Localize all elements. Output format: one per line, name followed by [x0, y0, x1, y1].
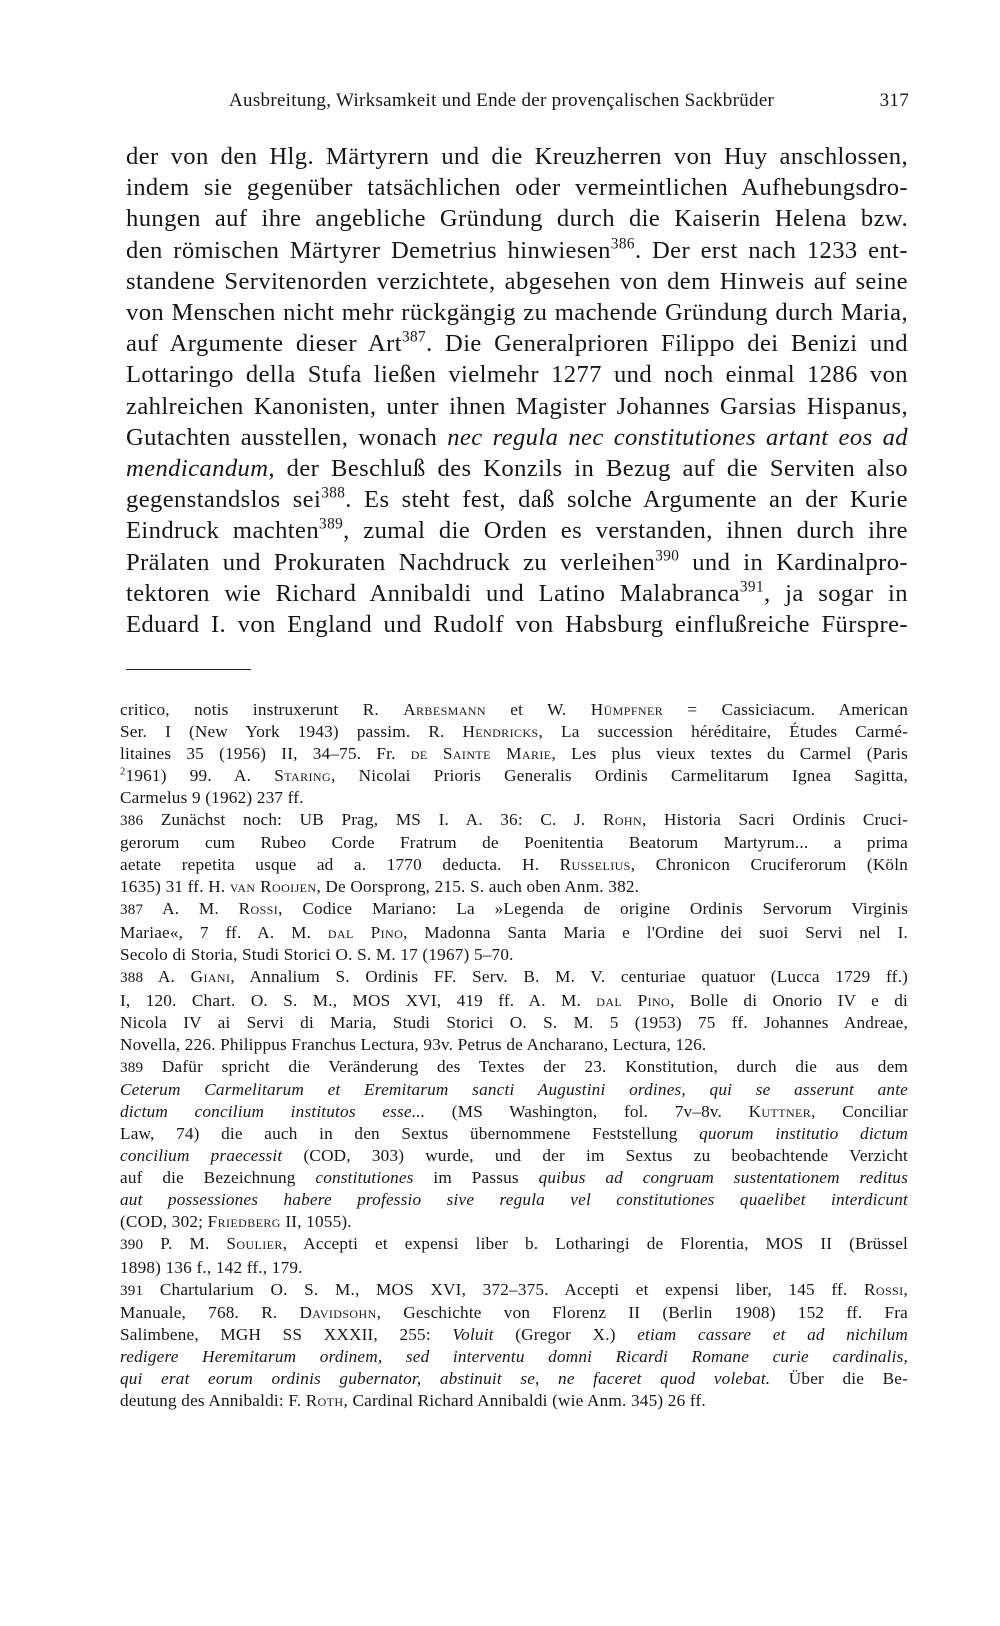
text-line: hungen auf ihre angebliche Gründung durch die Kaiserin Helena bzw. — [126, 205, 908, 233]
footnote-ref: 388 — [321, 484, 346, 502]
text-line: mendicandum, der Beschluß des Konzils in Bezug auf die Serviten also — [126, 455, 908, 483]
footnote-number: 386 — [120, 812, 144, 829]
footnote-number: 387 — [120, 902, 144, 919]
footnote-line: Mariae«, 7 ff. A. M. dal Pino, Madonna Santa Maria e l'Ordine dei suoi Servi nel I. — [120, 923, 909, 943]
footnote-line: auf die Bezeichnung constitutiones im Passus quibus ad congruam sustentationem reditus — [120, 1168, 908, 1188]
footnote-line: Law, 74) die auch in den Sextus übernommene Feststellung quorum institutio dictum — [120, 1124, 908, 1144]
footnote-386 — [120, 809, 908, 899]
footnote-ref: 389 — [319, 515, 344, 533]
footnote-line: deutung des Annibaldi: F. Roth, Cardinal Richard Annibaldi (wie Anm. 345) 26 ff. — [120, 1391, 706, 1411]
footnote-391 — [120, 1279, 908, 1412]
running-head-title: Ausbreitung, Wirksamkeit und Ende der provençalischen Sackbrüder — [229, 90, 775, 111]
footnotes — [120, 699, 908, 1412]
footnote-line: gerorum cum Rubeo Corde Fratrum de Poenitentia Beatorum Martyrum... a prima — [120, 833, 908, 853]
text-line: Gutachten ausstellen, wonach nec regula nec constitutiones artant eos ad — [126, 423, 908, 451]
footnote-line: Ser. I (New York 1943) passim. R. Hendricks, La succession héréditaire, Études Carmé- — [120, 721, 909, 741]
footnote-line: 388 A. Giani, Annalium S. Ordinis FF. Serv. B. M. V. centuriae quatuor (Lucca 1729 ff.) — [120, 966, 909, 986]
text-line: auf Argumente dieser Art$^{387}$. Die Generalprioren Filippo dei Benizi und — [126, 328, 908, 358]
footnote-387 — [120, 898, 908, 966]
footnote-line: dictum concilium institutos esse... (MS Washington, fol. 7v–8v. Kuttner, Conciliar — [120, 1102, 908, 1122]
footnote-line: critico, notis instruxerunt R. Arbesmann et W. Hümpfner = Cassiciacum. American — [120, 700, 908, 719]
footnote-line: 387 A. M. Rossi, Codice Mariano: La »Legenda de origine Ordinis Servorum Virginis — [120, 899, 908, 919]
footnote-line: redigere Heremitarum ordinem, sed interventu domni Ricardi Romane curie cardinalis, — [120, 1347, 908, 1367]
footnote-ref: 390 — [655, 547, 680, 565]
latin-quote: mendicandum, — [126, 455, 275, 483]
footnote-line: Novella, 226. Philippus Franchus Lectura, 93v. Petrus de Ancharano, Lectura, 126. — [120, 1034, 707, 1054]
text-line: von Menschen nicht mehr rückgängig zu machende Gründung durch Maria, — [126, 299, 908, 327]
footnote-line: 386 Zunächst noch: UB Prag, MS I. A. 36: C. J. Rohn, Historia Sacri Ordinis Cruci- — [120, 809, 909, 829]
footnote-line: (COD, 302; Friedberg II, 1055). — [120, 1211, 352, 1231]
text-line: Eindruck machten$^{389}$, zumal die Orden es verstanden, ihnen durch ihre — [126, 515, 908, 545]
footnote-ref: 386 — [610, 235, 635, 253]
text-line: Prälaten und Prokuraten Nachdruck zu verleihen$^{390}$ und in Kardinalpro- — [126, 547, 908, 576]
text-line: den römischen Märtyrer Demetrius hinwiesen$^{386}$. Der erst nach 1233 ent- — [126, 235, 908, 264]
footnote-line: 391 Chartularium O. S. M., MOS XVI, 372–375. Accepti et expensi liber, 145 ff. Rossi, — [120, 1279, 908, 1299]
footnote-line: Salimbene, MGH SS XXXII, 255: Voluit (Gregor X.) etiam cassare et ad nichilum — [120, 1325, 908, 1345]
footnote-line: I, 120. Chart. O. S. M., MOS XVI, 419 ff. A. M. dal Pino, Bolle di Onorio IV e di — [120, 990, 909, 1010]
footnote-line: $^2$1961) 99. A. Staring, Nicolai Prioris Generalis Ordinis Carmelitarum Ignea Sagitta, — [120, 765, 908, 785]
footnote-line: Secolo di Storia, Studi Storici O. S. M. 17 (1967) 5–70. — [120, 944, 514, 964]
footnote-390 — [120, 1233, 908, 1279]
text-line: indem sie gegenüber tatsächlichen oder vermeintlichen Aufhebungsdro- — [126, 174, 908, 202]
latin-quote: nec regula nec constitutiones artant eos ad — [447, 423, 908, 451]
footnote-continued — [120, 699, 908, 809]
footnote-line: litaines 35 (1956) II, 34–75. Fr. de Sainte Marie, Les plus vieux textes du Carmel (Paris — [120, 743, 909, 763]
footnote-number: 389 — [120, 1059, 144, 1076]
footnote-line: 389 Dafür spricht die Veränderung des Textes der 23. Konstitution, durch die aus dem — [120, 1056, 908, 1076]
footnote-line: 1898) 136 f., 142 ff., 179. — [120, 1257, 303, 1277]
text-line: tektoren wie Richard Annibaldi und Latino Malabranca$^{391}$, ja sogar in — [126, 578, 908, 607]
footnote-line: Nicola IV ai Servi di Maria, Studi Storici O. S. M. 5 (1953) 75 ff. Johannes Andreae, — [120, 1012, 908, 1032]
footnote-number: 390 — [120, 1236, 144, 1253]
text-line: Eduard I. von England und Rudolf von Habsburg einflußreiche Fürspre- — [126, 611, 908, 639]
text-line: standene Servitenorden verzichtete, abgesehen von dem Hinweis auf seine — [126, 267, 908, 295]
footnote-number: 391 — [120, 1282, 144, 1299]
text-line: zahlreichen Kanonisten, unter ihnen Magister Johannes Garsias Hispanus, — [126, 392, 908, 420]
running-head — [229, 90, 909, 120]
page-number: 317 — [879, 90, 909, 111]
text-line: gegenstandslos sei$^{388}$. Es steht fest, daß solche Argumente an der Kurie — [126, 484, 908, 514]
footnote-line: qui erat eorum ordinis gubernator, abstinuit se, ne faceret quod volebat. Über die Be- — [120, 1369, 908, 1389]
footnote-line: 390 P. M. Soulier, Accepti et expensi liber b. Lotharingi de Florentia, MOS II (Brüssel — [120, 1233, 908, 1253]
footnote-line: Ceterum Carmelitarum et Eremitarum sancti Augustini ordines, qui se asserunt ante — [120, 1080, 908, 1100]
footnote-388 — [120, 966, 908, 1056]
footnote-line: aut possessiones habere professio sive regula vel constitutiones quaelibet interdicunt — [120, 1189, 908, 1209]
footnote-line: 1635) 31 ff. H. van Rooijen, De Oorsprong, 215. S. auch oben Anm. 382. — [120, 877, 640, 897]
footnote-line: concilium praecessit (COD, 303) wurde, und der im Sextus zu beobachtende Verzicht — [120, 1146, 909, 1166]
text-line: Lottaringo della Stufa ließen vielmehr 1277 und noch einmal 1286 von — [126, 361, 908, 389]
footnote-line: Carmelus 9 (1962) 237 ff. — [120, 787, 304, 807]
footnote-ref: 391 — [739, 578, 764, 596]
footnote-rule — [126, 669, 251, 670]
footnote-ref: 387 — [402, 328, 427, 346]
footnote-389 — [120, 1056, 908, 1233]
main-text — [126, 141, 908, 640]
text-line: der von den Hlg. Märtyrern und die Kreuzherren von Huy anschlossen, — [126, 143, 908, 170]
footnote-line: Manuale, 768. R. Davidsohn, Geschichte von Florenz II (Berlin 1908) 152 ff. Fra — [120, 1303, 909, 1323]
footnote-number: 388 — [120, 969, 144, 986]
footnote-line: aetate repetita usque ad a. 1770 deducta. H. Russelius, Chronicon Cruciferorum (Köln — [120, 855, 908, 875]
